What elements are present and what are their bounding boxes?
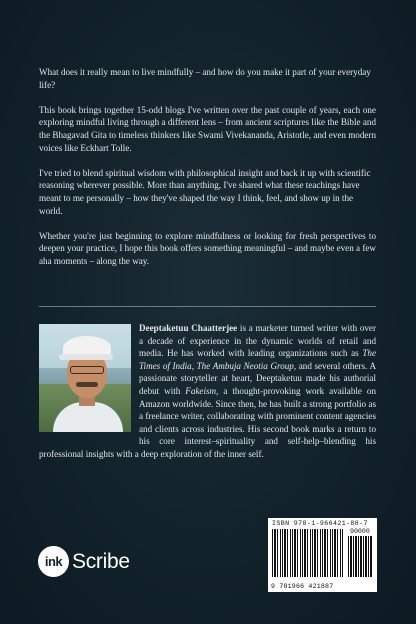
barcode-bars <box>272 529 344 577</box>
author-bio-text-2: , <box>191 360 197 371</box>
back-cover-blurb <box>39 66 376 280</box>
author-bio-text-4: , a thought-provoking work available on Amazon worldwide. Since then, he has built a strong portfolio as a freelance writer, collaborating with prominent content agencies and clients across industries. His second book marks a return to his core interest–spirituality and self-help–blending his professional insights with a deep exploration of the inner self. <box>39 385 377 459</box>
author-photo <box>39 324 131 432</box>
blurb-paragraph-1: This book brings together 15-odd blogs I've written over the past couple of years, each one exploring mindful living through a different lens – from ancient scriptures like the Bible and the Bhagavad Gita to timeless thinkers like Swami Vivekananda, Aristotle, and even modern voices like Eckhart Tolle. <box>39 104 376 153</box>
publisher-logo-text: Scribe <box>72 549 130 573</box>
isbn-barcode <box>268 518 377 592</box>
publisher-logo <box>38 546 130 577</box>
author-name: Deeptaketuu Chaatterjee <box>139 323 238 333</box>
blurb-paragraph-2: I've tried to blend spiritual wisdom with philosophical insight and back it up with scientific reasoning wherever possible. More than anything, I've shared what these teachings have meant to me personally – how they've shaped the way I think, feel, and show up in the world. <box>39 167 371 216</box>
barcode-price-code: 90000 <box>350 528 370 535</box>
barcode-digits: 9 781966 421887 <box>271 583 334 590</box>
author-bio <box>39 322 376 461</box>
author-org-1: The Times of India <box>139 348 376 371</box>
barcode-addon-bars <box>348 536 373 577</box>
publisher-logo-mark: ink <box>38 546 69 577</box>
section-divider <box>39 306 376 307</box>
author-bio-text-1: is a marketer turned writer with over a decade of experience in the dynamic worlds of retail and media. He has worked with leading organizations such as <box>139 323 377 359</box>
blurb-paragraph-3: Whether you're just beginning to explore mindfulness or looking for fresh perspectives to deepen your practice, I hope this book offers something meaningful – and maybe even a few aha moments – along the way. <box>39 230 376 266</box>
author-org-2: The Ambuja Neotia Group <box>196 360 294 371</box>
author-debut-book: Fakeism <box>185 385 217 396</box>
author-bio-text-3: , and several others. A passionate storyteller at heart, Deeptaketuu made his authorial debut with <box>139 360 377 396</box>
isbn-label: ISBN 978-1-966421-88-7 <box>272 520 368 527</box>
blurb-question: What does it really mean to live mindfully – and how do you make it part of your everyday life? <box>39 67 371 90</box>
